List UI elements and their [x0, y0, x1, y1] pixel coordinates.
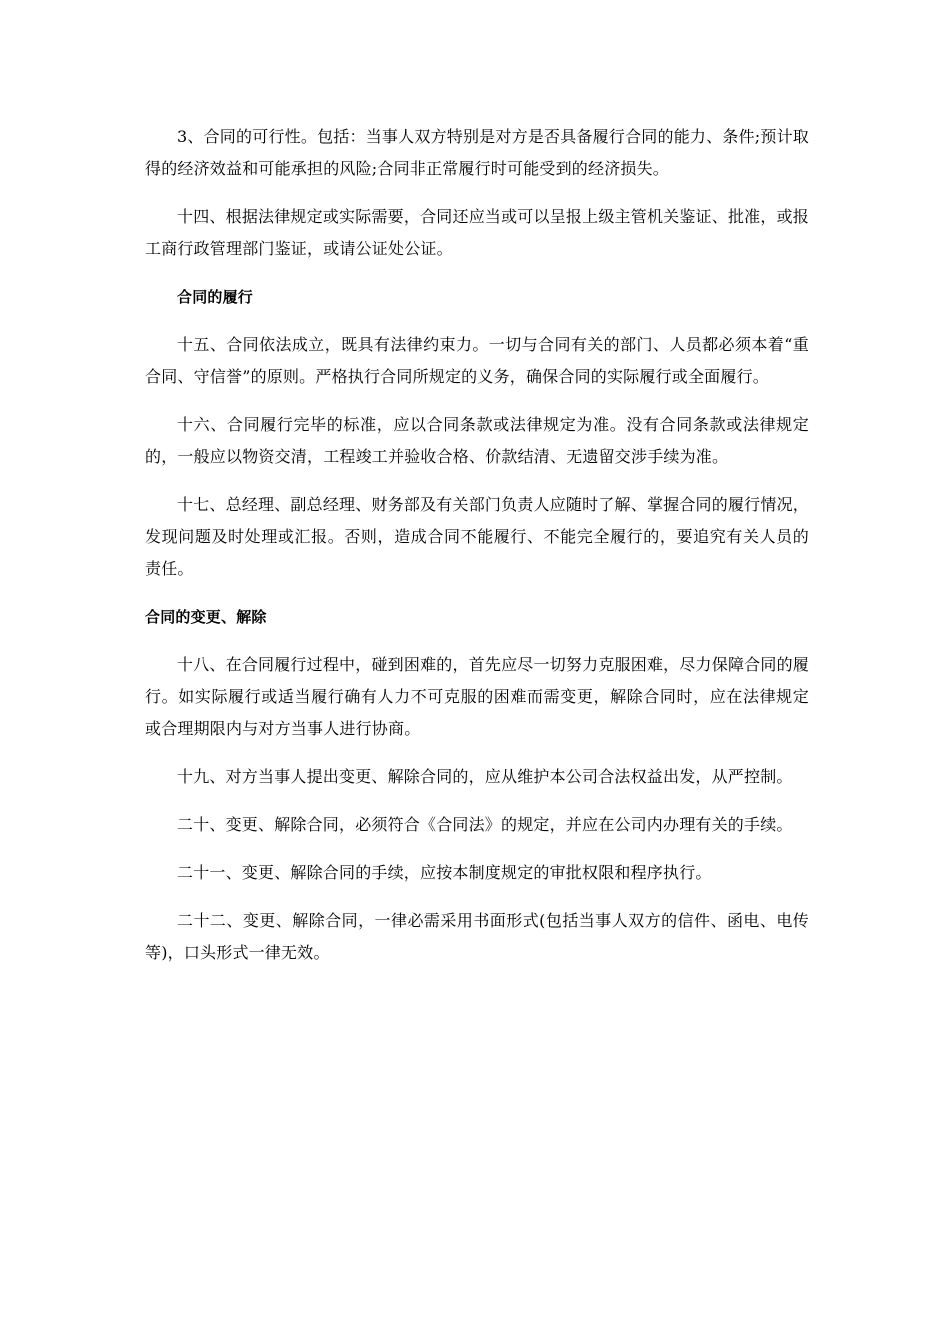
section-heading-change: 合同的变更、解除 — [145, 608, 267, 626]
paragraph-16-completion: 十六、合同履行完毕的标准，应以合同条款或法律规定为准。没有合同条款或法律规定的，一般应以物资交清，工程竣工并验收合格、价款结清、无遗留交涉手续为准。 — [145, 415, 809, 466]
section-heading-performance: 合同的履行 — [177, 288, 254, 306]
paragraph-15-binding: 十五、合同依法成立，既具有法律约束力。一切与合同有关的部门、人员都必须本着“重合同、守信誉”的原则。严格执行合同所规定的义务，确保合同的实际履行或全面履行。 — [145, 335, 809, 386]
paragraph-14-verification: 十四、根据法律规定或实际需要，合同还应当或可以呈报上级主管机关鉴证、批准，或报工商行政管理部门鉴证，或请公证处公证。 — [145, 207, 809, 258]
document-page — [145, 121, 809, 985]
paragraph-21-procedure: 二十一、变更、解除合同的手续，应按本制度规定的审批权限和程序执行。 — [177, 863, 712, 882]
paragraph-feasibility: 3、合同的可行性。包括：当事人双方特别是对方是否具备履行合同的能力、条件;预计取得的经济效益和可能承担的风险;合同非正常履行时可能受到的经济损失。 — [145, 127, 809, 178]
paragraph-22-written-form: 二十二、变更、解除合同，一律必需采用书面形式(包括当事人双方的信件、函电、电传等)，口头形式一律无效。 — [145, 911, 809, 962]
paragraph-17-responsibility: 十七、总经理、副总经理、财务部及有关部门负责人应随时了解、掌握合同的履行情况，发现问题及时处理或汇报。否则，造成合同不能履行、不能完全履行的，要追究有关人员的责任。 — [145, 495, 809, 578]
paragraph-20-contract-law: 二十、变更、解除合同，必须符合《合同法》的规定，并应在公司内办理有关的手续。 — [177, 815, 793, 834]
paragraph-19-control: 十九、对方当事人提出变更、解除合同的，应从维护本公司合法权益出发，从严控制。 — [177, 767, 793, 786]
paragraph-18-difficulty: 十八、在合同履行过程中，碰到困难的，首先应尽一切努力克服困难，尽力保障合同的履行。如实际履行或适当履行确有人力不可克服的困难而需变更，解除合同时，应在法律规定或合理期限内与对方当事人进行协商。 — [145, 655, 809, 738]
